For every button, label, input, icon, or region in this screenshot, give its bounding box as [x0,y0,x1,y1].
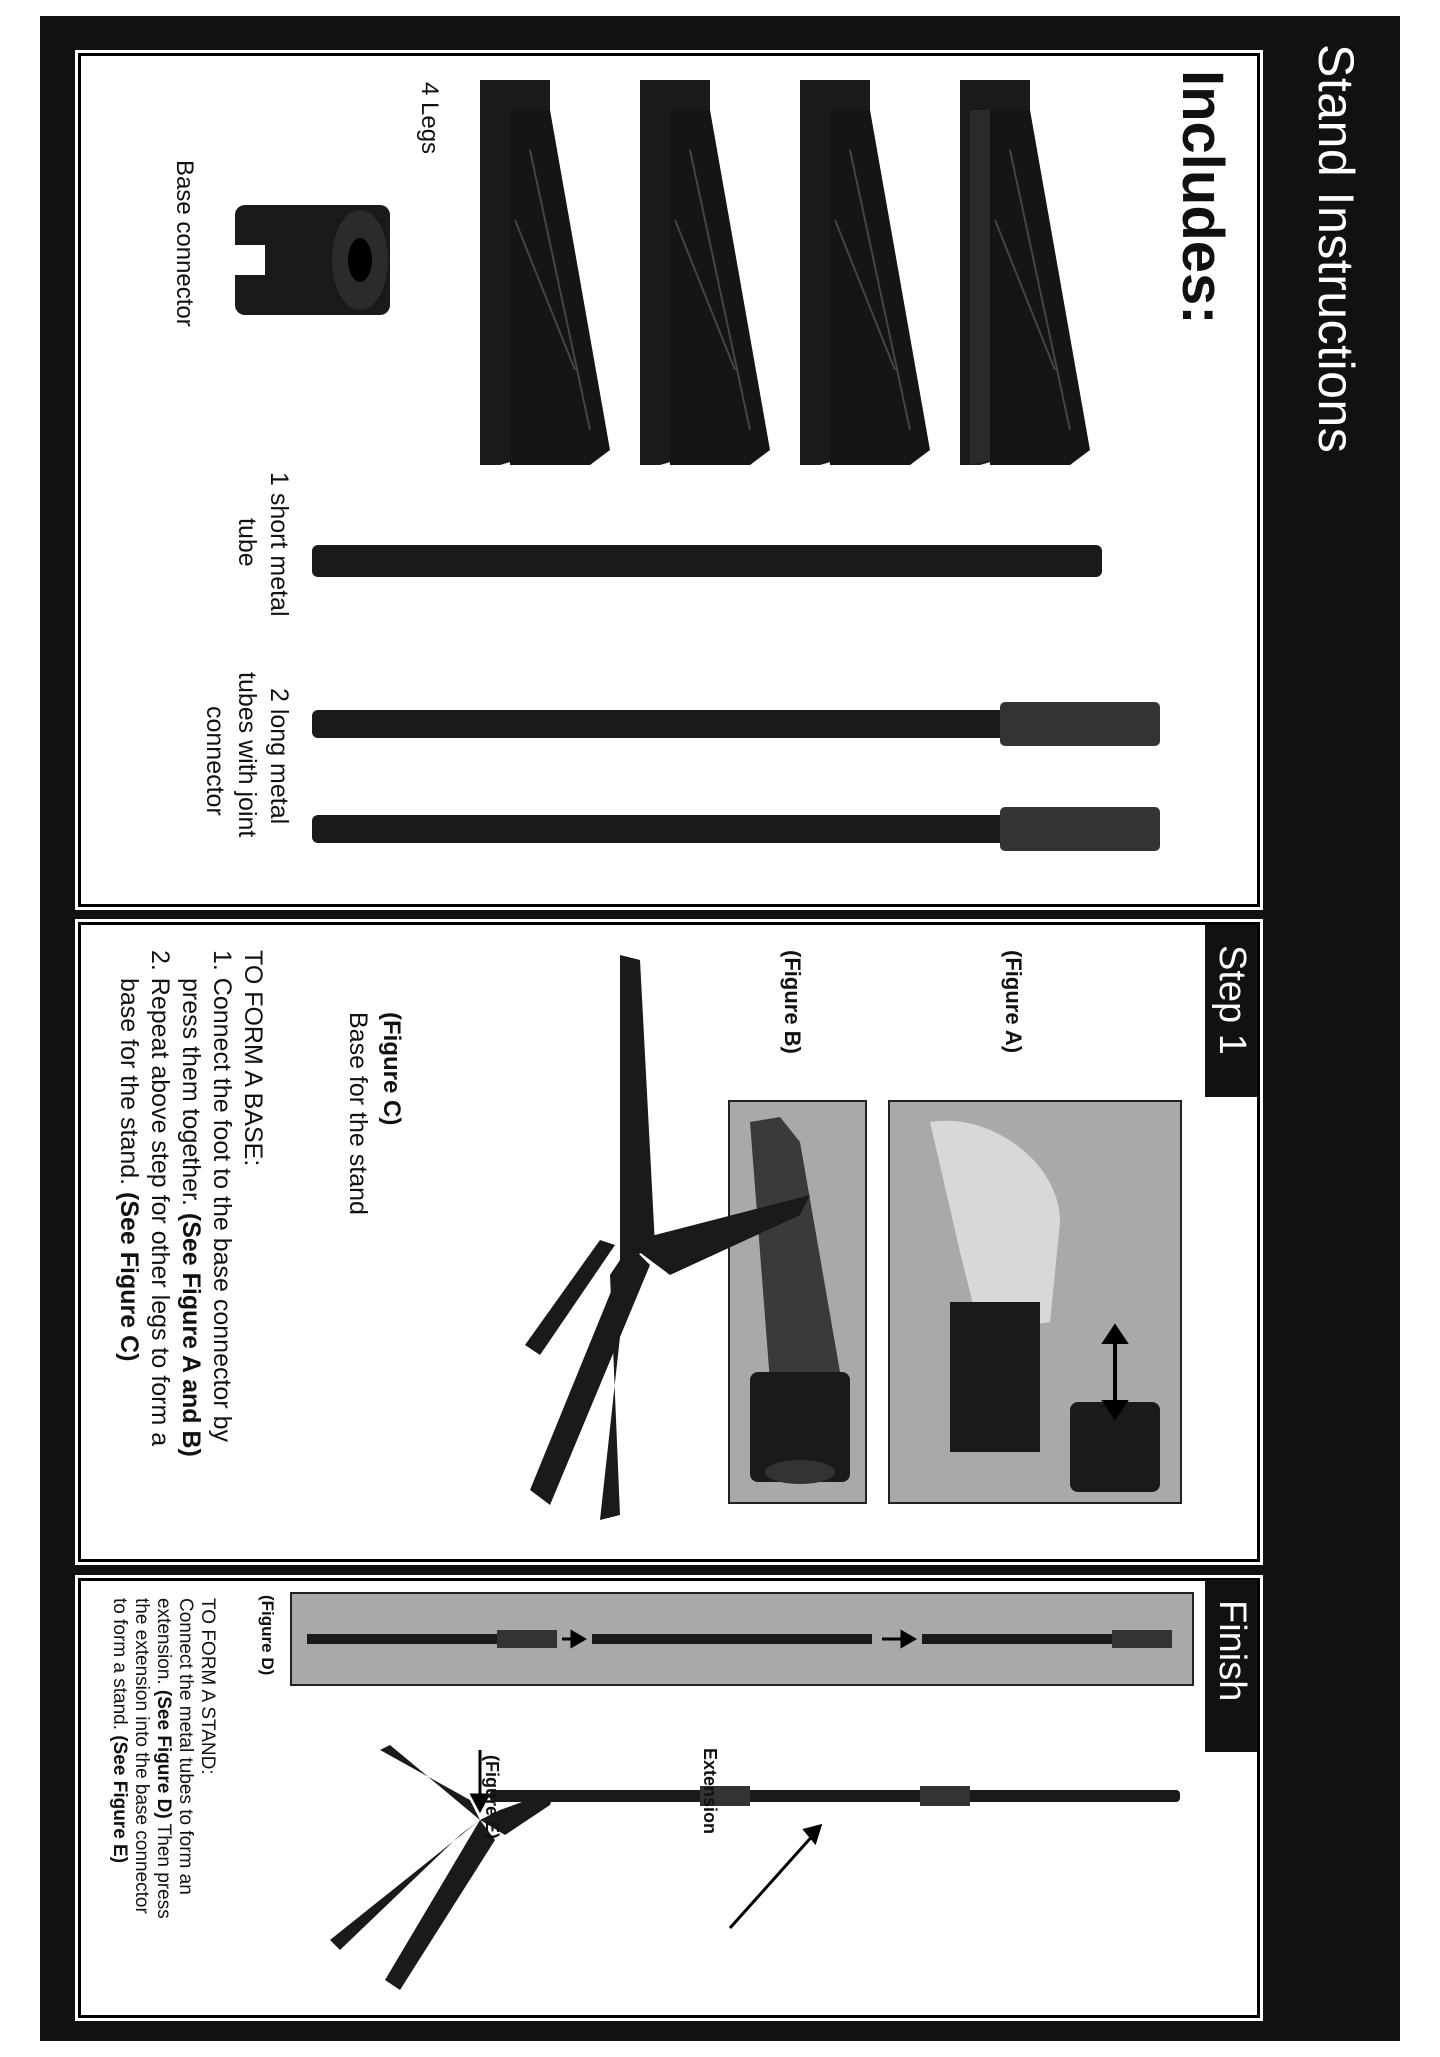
figure-c-caption: Base for the stand [344,1012,372,1215]
step1-instr-2a: 2. Repeat above step for other legs to form a [146,950,174,1447]
figure-d-panel [290,1592,1194,1686]
extension-pole [490,1790,1180,1802]
finish-instr-2: extension. (See Figure D) Then press [153,1598,174,1919]
double-arrow-icon [1105,1327,1125,1417]
arrow-left-icon [882,1632,914,1646]
joint-connector [1000,807,1160,851]
finish-instr-1: Connect the metal tubes to form an [175,1598,196,1895]
figure-e-label: (Figure E) [482,1755,502,1839]
figure-d-label: (Figure D) [258,1595,277,1676]
step1-instr-heading: TO FORM A BASE: [239,950,267,1167]
short-tube-label-1: 1 short metal [265,472,293,617]
figure-a-label: (Figure A) [1001,950,1026,1054]
finish-instr-4: to form a stand. (See Figure E) [109,1598,130,1864]
page-title: Stand Instructions [1308,44,1364,454]
metal-tube [312,815,1012,843]
step1-header: Step 1 [1211,945,1253,1055]
extension-label: Extension [700,1748,720,1835]
metal-tube [312,545,1102,577]
metal-tube [312,710,1012,738]
figure-b-label: (Figure B) [780,950,805,1054]
includes-heading: Includes: [1170,70,1235,325]
base-connector-figure [225,190,400,325]
figure-c-label: (Figure C) [378,1012,405,1126]
base-connector-label: Base connector [171,160,198,327]
figure-c-base [500,945,820,1525]
arrow-left-icon [562,1632,584,1646]
arrow-icon [730,1826,820,1928]
step1-instr-1a: 1. Connect the foot to the base connector by [208,950,236,1442]
figure-a-photo [888,1100,1182,1504]
long-tubes-label-3: connector [201,706,229,816]
legs-label: 4 Legs [416,82,443,155]
extension-arrow [720,1818,830,1938]
short-tube-label-2: tube [233,518,261,567]
step1-instr-1b: press them together. (See Figure A and B) [177,978,205,1457]
finish-instr-3: the extension into the base connector [131,1598,152,1914]
base-connector-part [235,205,390,315]
joint-connector [1000,702,1160,746]
legs-figure [470,70,1120,480]
step1-instr-2b: base for the stand. (See Figure C) [115,978,143,1362]
finish-header: Finish [1211,1600,1253,1702]
figure-e-base [300,1740,570,2000]
long-tubes-label-2: tubes with joint [233,672,261,838]
joint-connector [920,1786,970,1806]
long-tubes-label-1: 2 long metal [265,688,293,825]
finish-instr-heading: TO FORM A STAND: [197,1598,218,1775]
